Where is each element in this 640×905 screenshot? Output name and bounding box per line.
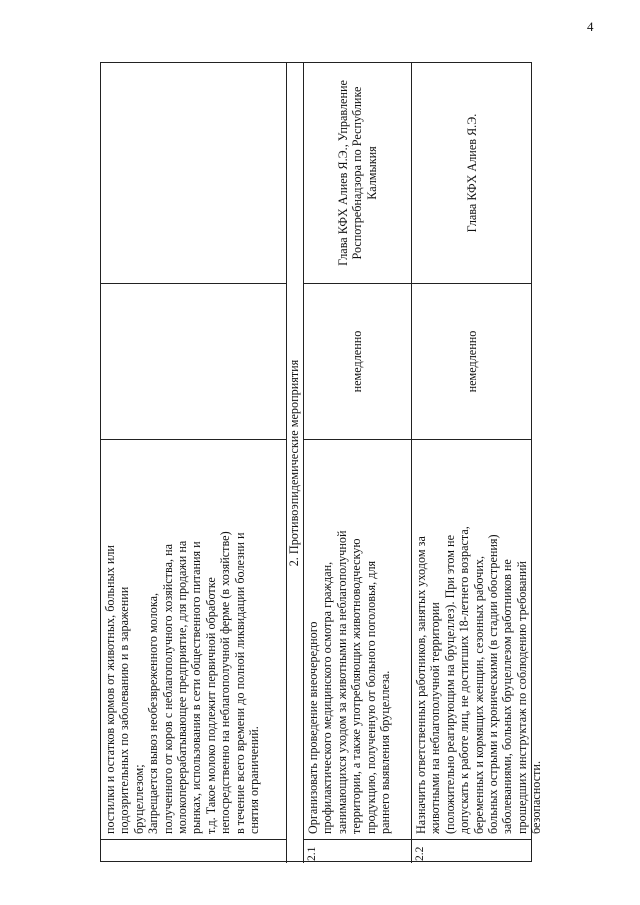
- text-line: Организовать проведение внеочередного: [306, 621, 320, 834]
- text-line: рынках, использования в сети общественного питания и: [189, 541, 204, 834]
- table-row-2-1: [304, 63, 412, 863]
- text-line: раннего выявления бруцеллеза.: [377, 670, 392, 834]
- text-line: территории, а также употребляющих животноводческую: [349, 538, 364, 834]
- text-line: непосредственно на неблагополучной ферме (в хозяйстве): [218, 531, 233, 834]
- text-line: Назначить ответственных работников, занятых уходом за: [414, 536, 428, 834]
- table-row-continuation: [101, 63, 287, 863]
- text-line: Запрещается вывоз необезвреженного молока,: [146, 592, 161, 834]
- row-number: 2.1: [304, 839, 411, 863]
- page-number: 4: [587, 19, 594, 34]
- row-number: 2.2: [412, 839, 532, 863]
- text-line: заболеваниями, больных бруцеллезом работников не: [500, 559, 515, 834]
- row-responsible: Глава КФХ Алиев Я.Э.: [464, 113, 479, 233]
- text-line: бруцеллезом;: [131, 764, 146, 834]
- row-deadline: [101, 283, 286, 439]
- text-line: продукцию, полученную от больного поголовья, для: [363, 560, 378, 834]
- row-responsible: Глава КФХ Алиев Я.Э., Управление Роспотребнадзора по Республике Калмыкия: [335, 80, 379, 266]
- text-line: т.д. Такое молоко подлежит первичной обработке: [203, 577, 218, 834]
- section-heading: 2. Противоэпидемические мероприятия: [287, 63, 304, 863]
- text-line: профилактического медицинского осмотра граждан,: [320, 561, 335, 834]
- text-line: прошедших инструктаж по соблюдению требований: [514, 561, 529, 834]
- row-deadline: немедленно: [412, 283, 532, 439]
- text-line: в течение всего времени до полной ликвидации болезни и: [232, 532, 247, 834]
- text-line: больных острыми и хроническими (в стадии обострения): [485, 534, 500, 834]
- text-line: (положительно реагирующим на бруцеллез). При этом не: [442, 535, 457, 834]
- row-measure-text: [101, 439, 286, 839]
- row-measure-text: [412, 439, 544, 839]
- text-line: подозрительных по заболеванию и в заражении: [117, 586, 132, 834]
- text-line: безопасности.: [529, 760, 544, 834]
- text-line: снятия ограничений.: [246, 726, 261, 834]
- row-measure-text: [304, 439, 411, 839]
- row-number: [101, 839, 286, 863]
- row-deadline: немедленно: [304, 283, 411, 439]
- table-row-2-2: [412, 63, 544, 863]
- text-line: постилки и остатков кормов от животных, больных или: [103, 545, 117, 834]
- text-line: молокоперерабатывающее предприятие, для продажи на: [174, 540, 189, 834]
- text-line: животными на неблагополучной территории: [428, 602, 443, 834]
- text-line: полученного от коров с неблагополучного хозяйства, на: [160, 543, 175, 834]
- text-line: допускать к работе лиц, не достигших 18-летнего возраста,: [457, 526, 472, 834]
- rotated-table-content: [101, 63, 544, 863]
- row-responsible: [101, 63, 286, 283]
- text-line: беременных и кормящих женщин, сезонных рабочих,: [471, 555, 486, 834]
- text-line: занимающихся уходом за животными на неблагополучной: [334, 530, 349, 834]
- measures-table: [100, 62, 544, 862]
